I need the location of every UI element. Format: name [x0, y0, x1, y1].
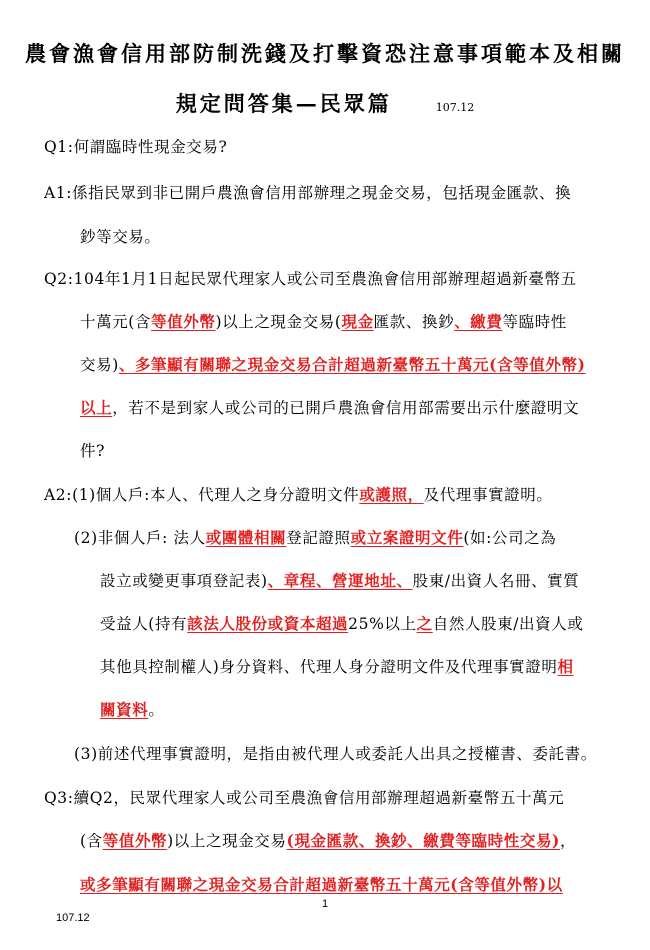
footer-version: 107.12	[56, 912, 90, 924]
text-segment: 及代理事實證明。	[423, 486, 553, 504]
text-line	[80, 440, 650, 462]
document-subtitle: 規定問答集—民眾篇	[175, 91, 392, 116]
page-number: 1	[321, 898, 329, 910]
text-segment: 交易)	[80, 356, 119, 374]
text-line	[100, 699, 650, 721]
text-segment: 股東/出資人名冊、實質	[412, 572, 580, 590]
text-segment: 等臨時性	[502, 313, 567, 331]
text-line	[80, 354, 650, 376]
text-segment: Q2:104年1月1日起民眾代理家人或公司至農漁會信用部辦理超過新臺幣五	[44, 270, 577, 288]
highlighted-text: 等值外幣	[102, 831, 168, 850]
text-segment: 登記證照	[286, 529, 351, 547]
highlighted-text: 之	[416, 614, 433, 633]
highlighted-text: 或團體相關	[205, 528, 287, 547]
text-segment: Q3:續Q2，民眾代理家人或公司至農漁會信用部辦理超過新臺幣五十萬元	[44, 789, 565, 807]
text-line	[74, 527, 650, 549]
text-segment: 受益人(持有	[100, 615, 188, 633]
text-segment: Q1:何謂臨時性現金交易?	[44, 138, 228, 156]
highlighted-text: 現金	[341, 312, 374, 331]
highlighted-text: 關資料	[100, 700, 149, 719]
text-line	[44, 787, 624, 809]
title-version: 107.12	[435, 101, 475, 114]
text-segment: 自然人股東/出資人或	[432, 615, 584, 633]
text-line	[100, 613, 650, 635]
text-segment: (含	[80, 832, 103, 850]
text-segment: 件?	[80, 442, 106, 460]
text-segment: (2)非個人戶: 法人	[74, 529, 206, 547]
text-segment: A2:(1)個人戶:本人、代理人之身分證明文件	[44, 486, 360, 504]
text-line	[44, 268, 624, 290]
highlighted-text: 或多筆顯有關聯之現金交易合計超過新臺幣五十萬元(含等值外幣)以	[80, 875, 563, 894]
text-segment: 其他具控制權人)身分資料、代理人身分證明文件及代理事實證明	[100, 658, 558, 676]
text-line	[80, 830, 650, 852]
highlighted-text: 或立案證明文件	[350, 528, 464, 547]
text-segment: 設立或變更事項登記表)	[100, 572, 268, 590]
highlighted-text: (現金匯款、換鈔、繳費等臨時性交易)	[286, 831, 560, 850]
text-line	[100, 570, 650, 592]
text-segment: )以上之現金交易(	[215, 313, 342, 331]
text-segment: A1:係指民眾到非已開戶農漁會信用部辦理之現金交易，包括現金匯款、換	[44, 184, 572, 202]
text-segment: 匯款、換鈔	[373, 313, 455, 331]
document-title-line-1: 農會漁會信用部防制洗錢及打擊資恐注意事項範本及相關	[25, 41, 625, 66]
highlighted-text: 等值外幣	[151, 312, 216, 331]
document-title-line-2	[0, 88, 650, 118]
text-segment: 鈔等交易。	[80, 228, 161, 246]
text-line	[80, 397, 650, 419]
text-segment: (3)前述代理事實證明，是指由被代理人或委託人出具之授權書、委託書。	[74, 745, 597, 763]
text-segment: (如:公司之為	[463, 529, 557, 547]
text-line	[74, 743, 650, 765]
text-segment: 。	[148, 701, 165, 719]
highlighted-text: 相	[557, 657, 574, 676]
text-segment: 25%以上	[348, 615, 417, 633]
text-segment: ，	[559, 832, 577, 850]
text-segment: )以上之現金交易	[167, 832, 287, 850]
highlighted-text: 該法人股份或資本超過	[187, 614, 349, 633]
text-line	[80, 311, 650, 333]
text-segment: ，若不是到家人或公司的已開戶農漁會信用部需要出示什麼證明文	[112, 399, 580, 417]
text-line	[80, 874, 650, 896]
highlighted-text: 、繳費	[454, 312, 503, 331]
text-line	[100, 656, 650, 678]
text-segment: 十萬元(含	[80, 313, 152, 331]
text-line	[80, 226, 650, 248]
text-line	[44, 484, 624, 506]
highlighted-text: 或護照，	[359, 485, 424, 504]
text-line	[44, 182, 624, 204]
highlighted-text: 以上	[80, 398, 113, 417]
highlighted-text: 、章程、營運地址、	[267, 571, 413, 590]
highlighted-text: 、多筆顯有關聯之現金交易合計超過新臺幣五十萬元(含等值外幣)	[118, 355, 586, 374]
text-line	[44, 136, 624, 158]
